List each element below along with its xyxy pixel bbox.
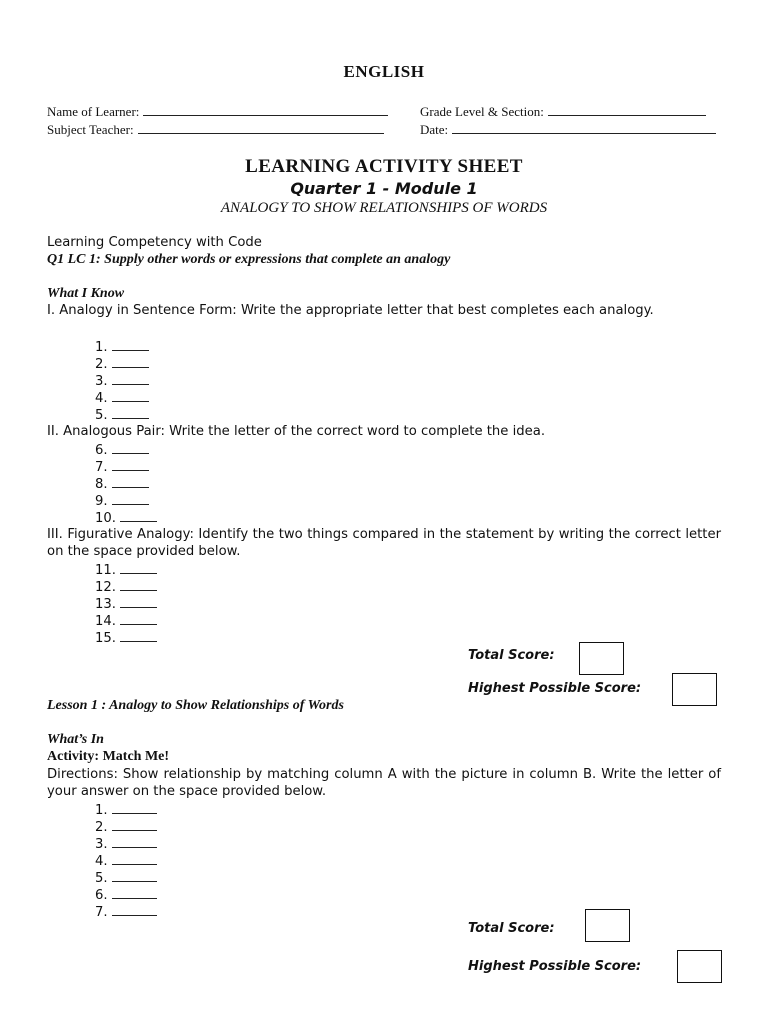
subject-teacher-line[interactable]	[138, 122, 384, 134]
answer-item[interactable]	[95, 406, 149, 424]
answer-blank[interactable]	[120, 612, 157, 625]
subject-teacher-label: Subject Teacher:	[47, 122, 134, 137]
date-field[interactable]	[420, 122, 716, 138]
answer-blank[interactable]	[112, 801, 157, 814]
total-score-box[interactable]	[585, 909, 630, 942]
answer-blank[interactable]	[112, 372, 149, 385]
answer-item[interactable]	[95, 389, 149, 407]
item-number: 2.	[95, 820, 108, 835]
answer-blank[interactable]	[112, 886, 157, 899]
subject-teacher-field[interactable]	[47, 122, 384, 138]
answer-item[interactable]	[95, 629, 157, 647]
highest-score-box[interactable]	[677, 950, 722, 983]
item-number: 3.	[95, 374, 108, 389]
answer-item[interactable]	[95, 372, 149, 390]
answer-item[interactable]	[95, 492, 149, 510]
item-number: 14.	[95, 614, 116, 629]
answer-blank[interactable]	[120, 509, 157, 522]
item-number: 7.	[95, 460, 108, 475]
item-number: 9.	[95, 494, 108, 509]
lesson-title: Lesson 1 : Analogy to Show Relationships of Words	[47, 698, 344, 713]
answer-item[interactable]	[95, 578, 157, 596]
item-number: 5.	[95, 408, 108, 423]
answer-item[interactable]	[95, 886, 157, 904]
answer-item[interactable]	[95, 869, 157, 887]
answer-blank[interactable]	[120, 629, 157, 642]
item-number: 1.	[95, 803, 108, 818]
answer-item[interactable]	[95, 595, 157, 613]
item-number: 2.	[95, 357, 108, 372]
total-score-box[interactable]	[579, 642, 624, 675]
answer-blank[interactable]	[112, 492, 149, 505]
subject-title: ENGLISH	[343, 62, 425, 81]
answer-blank[interactable]	[112, 869, 157, 882]
activity-title: Activity: Match Me!	[47, 749, 170, 764]
highest-score-label: Highest Possible Score:	[468, 681, 642, 696]
item-number: 4.	[95, 391, 108, 406]
answer-blank[interactable]	[112, 852, 157, 865]
item-number: 7.	[95, 905, 108, 920]
part1-instruction: I. Analogy in Sentence Form: Write the appropriate letter that best completes each analogy.	[47, 303, 654, 318]
answer-item[interactable]	[95, 561, 157, 579]
answer-blank[interactable]	[112, 355, 149, 368]
grade-level-section-label: Grade Level & Section:	[420, 104, 544, 119]
answer-item[interactable]	[95, 612, 157, 630]
what-i-know-heading: What I Know	[47, 286, 125, 301]
answer-blank[interactable]	[112, 338, 149, 351]
date-line[interactable]	[452, 122, 716, 134]
answer-blank[interactable]	[112, 903, 157, 916]
activity-directions: Directions: Show relationship by matching column A with the picture in column B. Write the letter of your answer on the space provided below.	[47, 767, 721, 799]
part2-instruction: II. Analogous Pair: Write the letter of the correct word to complete the idea.	[47, 424, 546, 439]
name-of-learner-field[interactable]	[47, 104, 388, 120]
answer-item[interactable]	[95, 509, 157, 527]
item-number: 11.	[95, 563, 116, 578]
answer-blank[interactable]	[112, 389, 149, 402]
answer-blank[interactable]	[112, 475, 149, 488]
answer-blank[interactable]	[120, 561, 157, 574]
part3-instruction: III. Figurative Analogy: Identify the two things compared in the statement by writing the correct letter on the space provided below.	[47, 527, 721, 559]
name-of-learner-label: Name of Learner:	[47, 104, 140, 119]
total-score-label: Total Score:	[468, 648, 555, 663]
answer-item[interactable]	[95, 338, 149, 356]
answer-blank[interactable]	[112, 458, 149, 471]
item-number: 6.	[95, 443, 108, 458]
total-score-label: Total Score:	[468, 921, 555, 936]
answer-blank[interactable]	[112, 835, 157, 848]
name-of-learner-line[interactable]	[143, 104, 388, 116]
answer-item[interactable]	[95, 458, 149, 476]
item-number: 12.	[95, 580, 116, 595]
answer-item[interactable]	[95, 903, 157, 921]
item-number: 10.	[95, 511, 116, 526]
item-number: 15.	[95, 631, 116, 646]
answer-blank[interactable]	[112, 441, 149, 454]
item-number: 8.	[95, 477, 108, 492]
answer-item[interactable]	[95, 355, 149, 373]
quarter-module: Quarter 1 - Module 1	[290, 179, 478, 198]
answer-blank[interactable]	[120, 595, 157, 608]
competency-code: Q1 LC 1: Supply other words or expressions that complete an analogy	[47, 252, 451, 267]
answer-item[interactable]	[95, 801, 157, 819]
item-number: 3.	[95, 837, 108, 852]
sheet-title: LEARNING ACTIVITY SHEET	[245, 156, 523, 177]
grade-level-section-line[interactable]	[548, 104, 706, 116]
highest-score-label: Highest Possible Score:	[468, 959, 642, 974]
answer-blank[interactable]	[120, 578, 157, 591]
competency-heading: Learning Competency with Code	[47, 235, 262, 250]
item-number: 4.	[95, 854, 108, 869]
item-number: 1.	[95, 340, 108, 355]
answer-item[interactable]	[95, 852, 157, 870]
answer-item[interactable]	[95, 818, 157, 836]
answer-item[interactable]	[95, 835, 157, 853]
item-number: 5.	[95, 871, 108, 886]
grade-level-section-field[interactable]	[420, 104, 706, 120]
item-number: 13.	[95, 597, 116, 612]
answer-blank[interactable]	[112, 818, 157, 831]
answer-item[interactable]	[95, 475, 149, 493]
date-label: Date:	[420, 122, 449, 137]
module-title: ANALOGY TO SHOW RELATIONSHIPS OF WORDS	[220, 200, 548, 216]
answer-item[interactable]	[95, 441, 149, 459]
whats-in-heading: What’s In	[47, 732, 104, 747]
highest-score-box[interactable]	[672, 673, 717, 706]
answer-blank[interactable]	[112, 406, 149, 419]
item-number: 6.	[95, 888, 108, 903]
